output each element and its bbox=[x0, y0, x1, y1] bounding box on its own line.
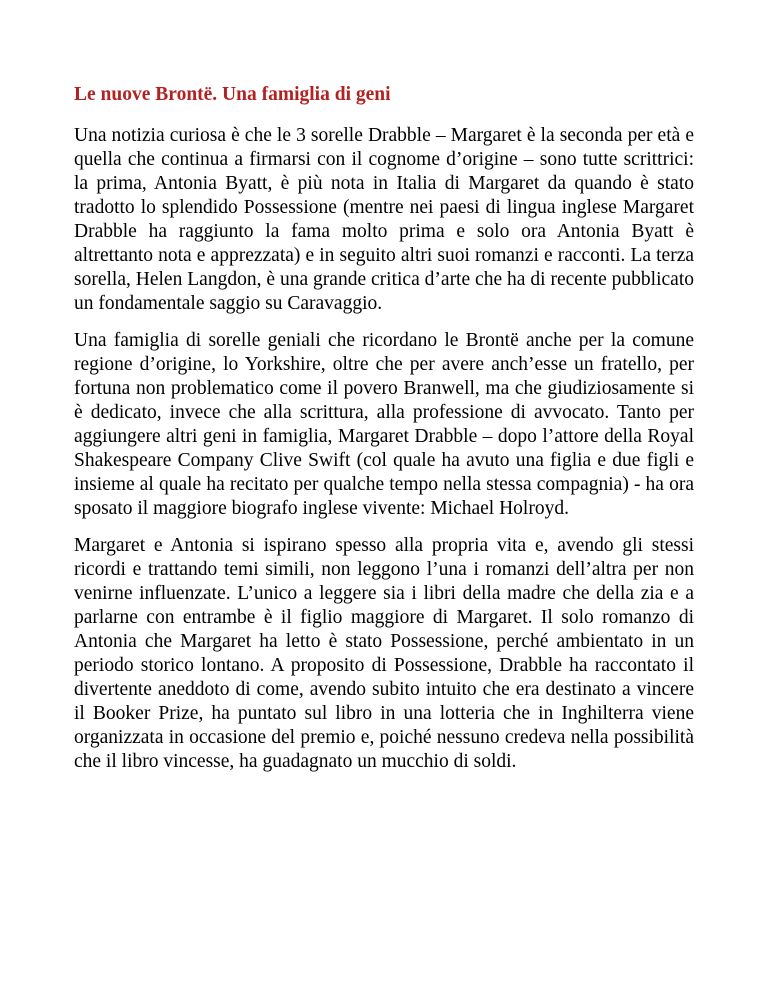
paragraph-2: Una famiglia di sorelle geniali che ricordano le Brontë anche per la comune regione d’origine, lo Yorkshire, oltre che per avere anch’esse un fratello, per fortuna non problematico come il povero Branwell, ma che giudiziosamente si è dedicato, invece che alla scrittura, alla professione di avvocato. Tanto per aggiungere altri geni in famiglia, Margaret Drabble – dopo l’attore della Royal Shakespeare Company Clive Swift (col quale ha avuto una figlia e due figli e insieme al quale ha recitato per qualche tempo nella stessa compagnia) - ha ora sposato il maggiore biografo inglese vivente: Michael Holroyd. bbox=[74, 330, 694, 519]
document-page bbox=[74, 82, 694, 787]
paragraph-3: Margaret e Antonia si ispirano spesso alla propria vita e, avendo gli stessi ricordi e trattando temi simili, non leggono l’una i romanzi dell’altra per non venirne influenzate. L’unico a leggere sia i libri della madre che della zia e a parlarne con entrambe è il figlio maggiore di Margaret. Il solo romanzo di Antonia che Margaret ha letto è stato Possessione, perché ambientato in un periodo storico lontano. A proposito di Possessione, Drabble ha raccontato il divertente aneddoto di come, avendo subito intuito che era destinato a vincere il Booker Prize, ha puntato sul libro in una lotteria che in Inghilterra viene organizzata in occasione del premio e, poiché nessuno credeva nella possibilità che il libro vincesse, ha guadagnato un mucchio di soldi. bbox=[74, 535, 694, 772]
paragraph-1: Una notizia curiosa è che le 3 sorelle Drabble – Margaret è la seconda per età e quella che continua a firmarsi con il cognome d’origine – sono tutte scrittrici: la prima, Antonia Byatt, è più nota in Italia di Margaret da quando è stato tradotto lo splendido Possessione (mentre nei paesi di lingua inglese Margaret Drabble ha raggiunto la fama molto prima e solo ora Antonia Byatt è altrettanto nota e apprezzata) e in seguito altri suoi romanzi e racconti. La terza sorella, Helen Langdon, è una grande critica d’arte che ha di recente pubblicato un fondamentale saggio su Caravaggio. bbox=[74, 125, 694, 314]
article-title: Le nuove Brontë. Una famiglia di geni bbox=[74, 84, 391, 105]
